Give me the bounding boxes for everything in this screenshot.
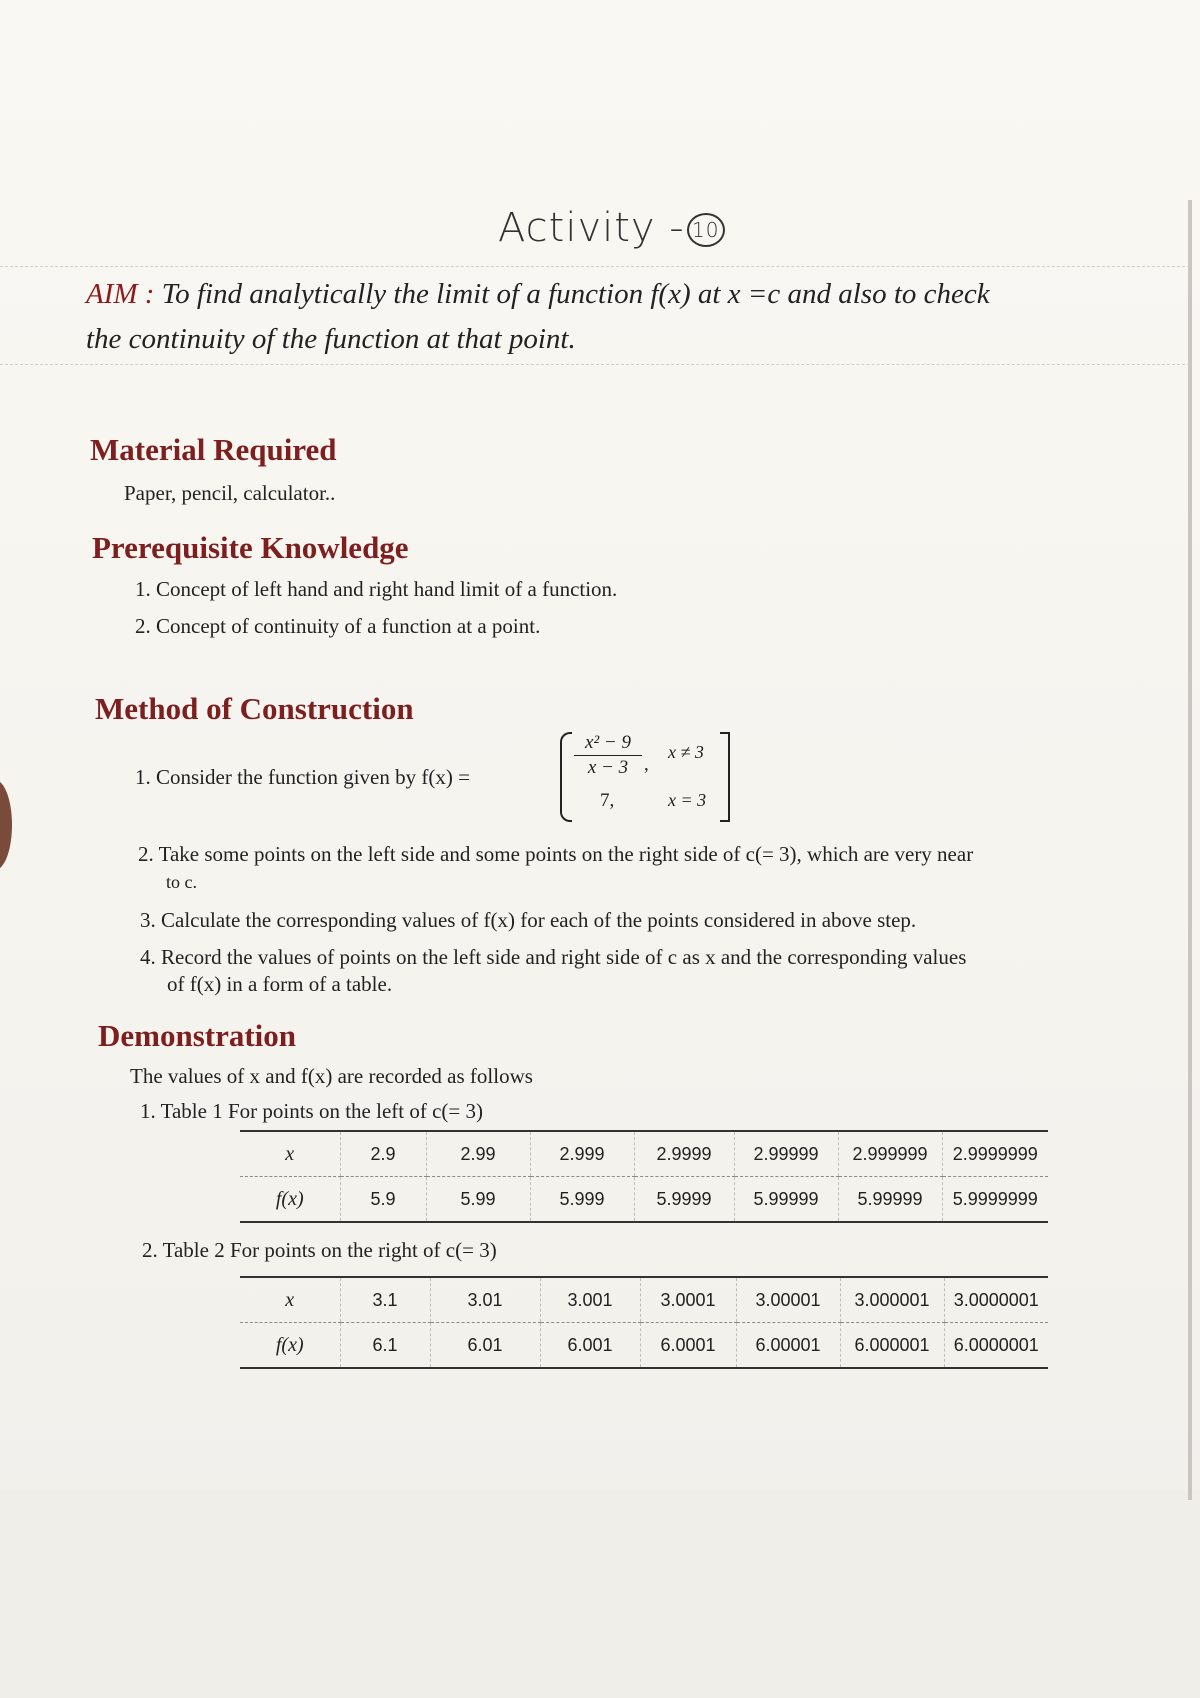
table-cell: 2.9999999 (942, 1131, 1048, 1177)
table-cell: 6.00001 (736, 1323, 840, 1369)
table-cell: 5.99999 (734, 1177, 838, 1223)
table-row (240, 1277, 1048, 1323)
condition-2: x = 3 (668, 790, 707, 810)
activity-heading-text: Activity - (498, 205, 685, 251)
material-title: Material Required (90, 432, 337, 467)
method-item-3: 3. Calculate the corresponding values of f(x) for each of the points considered in above step. (140, 908, 917, 932)
table-cell: 5.9 (340, 1177, 426, 1223)
method-item-2-line-1: 2. Take some points on the left side and some points on the right side of c(= 3), which are very near (138, 842, 974, 866)
condition-1: x ≠ 3 (668, 742, 704, 762)
aim-line-2: the continuity of the function at that point. (86, 323, 576, 355)
table-cell: 3.00001 (736, 1277, 840, 1323)
left-brace (560, 732, 572, 822)
table-2 (240, 1276, 1048, 1369)
method-title: Method of Construction (95, 691, 414, 726)
table-cell: 2.99999 (734, 1131, 838, 1177)
function-value-2: 7, (600, 790, 615, 811)
demonstration-title: Demonstration (98, 1018, 297, 1053)
table-cell: 5.99999 (838, 1177, 942, 1223)
function-comma: , (644, 754, 649, 775)
method-item-4-line-2: of f(x) in a form of a table. (167, 972, 393, 996)
table-2-caption: 2. Table 2 For points on the right of c(= 3) (142, 1238, 497, 1262)
table-cell: 6.000001 (840, 1323, 944, 1369)
fraction-bar (574, 755, 642, 756)
table-cell: 5.9999 (634, 1177, 734, 1223)
prerequisite-item-2: 2. Concept of continuity of a function at a point. (135, 614, 541, 638)
row-header-fx: f(x) (240, 1323, 340, 1369)
table-cell: 6.0000001 (944, 1323, 1048, 1369)
page-edge-shadow (1188, 200, 1192, 1500)
table-cell: 6.1 (340, 1323, 430, 1369)
table-cell: 5.9999999 (942, 1177, 1048, 1223)
prerequisite-title: Prerequisite Knowledge (92, 530, 409, 565)
table-cell: 2.9 (340, 1131, 426, 1177)
method-item-4-line-1: 4. Record the values of points on the left side and right side of c as x and the corresponding values (140, 945, 967, 969)
aim-paragraph (86, 272, 1176, 362)
aim-label: AIM : (86, 278, 155, 310)
table-row (240, 1131, 1048, 1177)
demonstration-intro: The values of x and f(x) are recorded as follows (130, 1064, 533, 1088)
activity-number-circle: 10 (687, 213, 725, 247)
method-item-1: 1. Consider the function given by f(x) = (135, 765, 470, 789)
table-cell: 3.000001 (840, 1277, 944, 1323)
row-header-fx: f(x) (240, 1177, 340, 1223)
table-cell: 5.999 (530, 1177, 634, 1223)
piecewise-function (560, 730, 730, 822)
table-cell: 3.0000001 (944, 1277, 1048, 1323)
table-cell: 3.001 (540, 1277, 640, 1323)
table-cell: 2.9999 (634, 1131, 734, 1177)
table-1 (240, 1130, 1048, 1223)
table-cell: 6.0001 (640, 1323, 736, 1369)
table-cell: 6.001 (540, 1323, 640, 1369)
table-cell: 3.01 (430, 1277, 540, 1323)
method-item-2-line-2: to c. (166, 872, 197, 892)
divider (0, 364, 1190, 365)
row-header-x: x (240, 1277, 340, 1323)
row-header-x: x (240, 1131, 340, 1177)
fraction-denominator: x − 3 (587, 757, 629, 778)
fraction-numerator: x² − 9 (585, 732, 631, 753)
table-cell: 2.999 (530, 1131, 634, 1177)
table-cell: 2.999999 (838, 1131, 942, 1177)
table-cell: 3.0001 (640, 1277, 736, 1323)
prerequisite-item-1: 1. Concept of left hand and right hand limit of a function. (135, 577, 618, 601)
table-cell: 3.1 (340, 1277, 430, 1323)
fraction (574, 732, 642, 779)
right-bracket (720, 732, 730, 822)
table-cell: 5.99 (426, 1177, 530, 1223)
table-1-caption: 1. Table 1 For points on the left of c(= 3) (140, 1099, 484, 1123)
divider (0, 266, 1190, 267)
table-cell: 2.99 (426, 1131, 530, 1177)
material-text: Paper, pencil, calculator.. (124, 481, 336, 505)
page-bottom-area (0, 1490, 1200, 1698)
table-row (240, 1177, 1048, 1223)
table-cell: 6.01 (430, 1323, 540, 1369)
table-row (240, 1323, 1048, 1369)
aim-line-1: To find analytically the limit of a function f(x) at x =c and also to check (161, 278, 990, 310)
activity-heading (498, 205, 725, 251)
